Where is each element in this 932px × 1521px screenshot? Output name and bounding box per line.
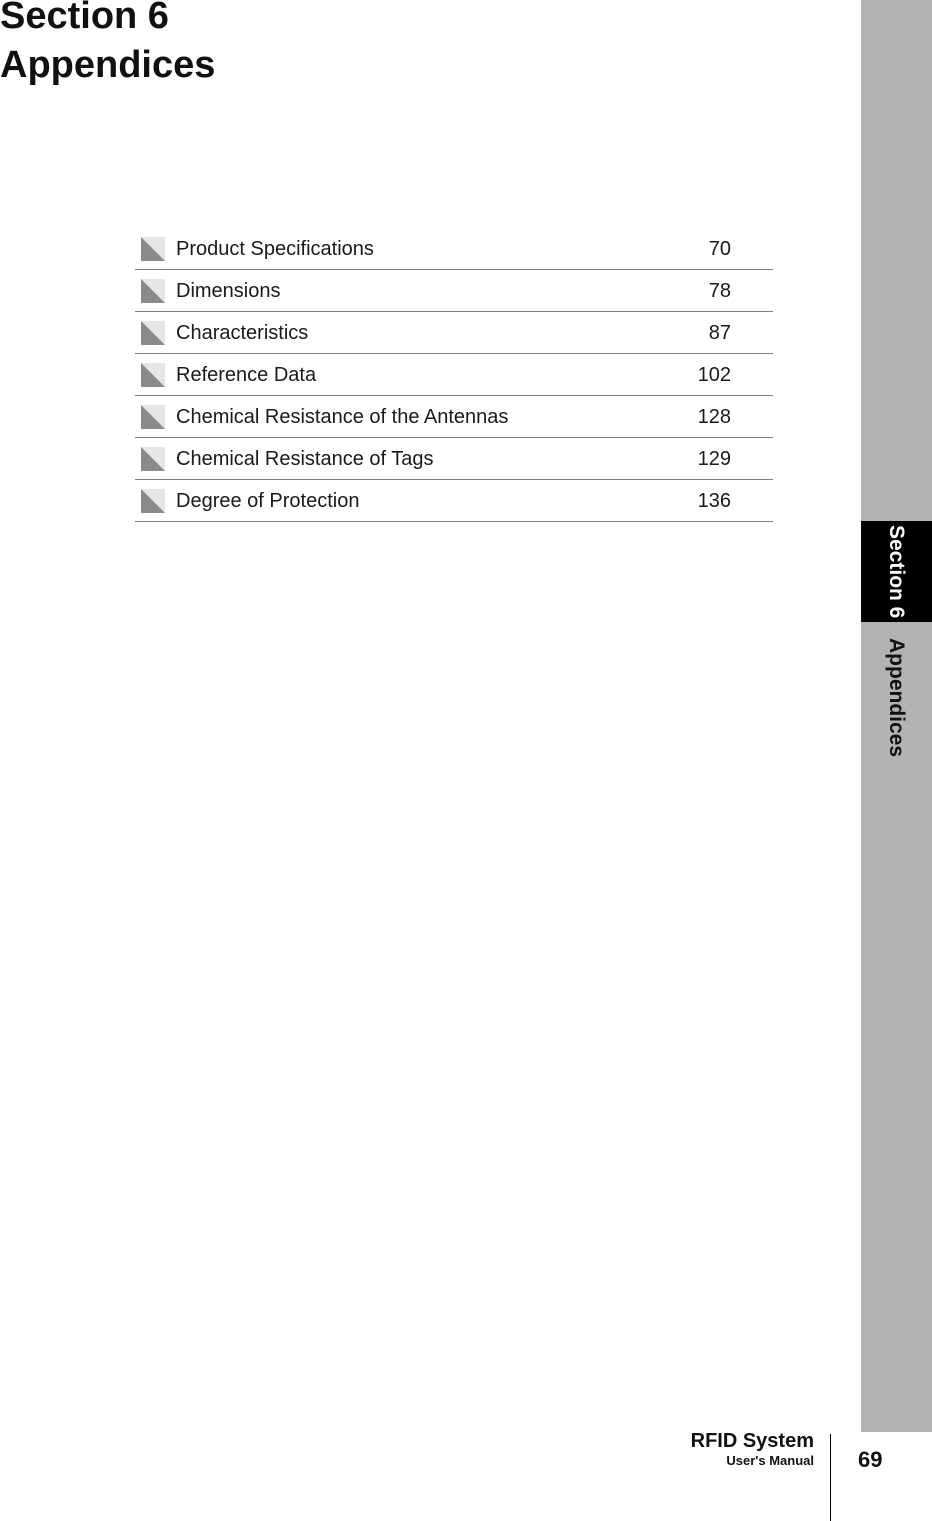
side-tab-appendices[interactable] (861, 628, 932, 768)
toc-item-page: 136 (697, 490, 731, 512)
toc-item-page: 129 (697, 448, 731, 470)
footer-product-block (691, 1429, 814, 1469)
toc-item-label: Chemical Resistance of the Antennas (176, 406, 509, 428)
toc-item-page: 78 (708, 280, 731, 302)
toc-item-page: 70 (708, 238, 731, 260)
gray-triangle-square-icon (141, 447, 165, 471)
toc-item[interactable] (135, 480, 773, 522)
gray-triangle-square-icon (141, 405, 165, 429)
side-tab-appendices-label: Appendices (885, 638, 908, 758)
toc-item-page: 87 (708, 322, 731, 344)
gray-triangle-square-icon (141, 489, 165, 513)
gray-triangle-square-icon (141, 237, 165, 261)
gray-triangle-square-icon (141, 279, 165, 303)
page-title (0, 0, 215, 90)
toc-item-label: Chemical Resistance of Tags (176, 448, 434, 470)
footer-product-name: RFID System (690, 1430, 814, 1452)
toc-item[interactable] (135, 396, 773, 438)
table-of-contents (135, 228, 773, 522)
toc-item-label: Characteristics (176, 322, 309, 344)
toc-item-page: 102 (697, 364, 731, 386)
footer-manual-name: User's Manual (726, 1453, 814, 1468)
toc-item[interactable] (135, 270, 773, 312)
gray-triangle-square-icon (141, 363, 165, 387)
toc-item-page: 128 (697, 406, 731, 428)
toc-item-label: Product Specifications (176, 238, 374, 260)
toc-item[interactable] (135, 228, 773, 270)
section-label: Section 6 (0, 0, 169, 37)
side-tab-section-label: Section 6 (885, 524, 908, 619)
gray-triangle-square-icon (141, 321, 165, 345)
toc-item[interactable] (135, 438, 773, 480)
page-number: 69 (858, 1447, 883, 1472)
footer-divider (830, 1434, 831, 1521)
toc-item-label: Dimensions (176, 280, 281, 302)
toc-item[interactable] (135, 312, 773, 354)
toc-item[interactable] (135, 354, 773, 396)
section-title: Appendices (0, 44, 216, 86)
toc-item-label: Reference Data (176, 364, 317, 386)
toc-item-label: Degree of Protection (176, 490, 360, 512)
side-tab-section[interactable] (861, 521, 932, 622)
